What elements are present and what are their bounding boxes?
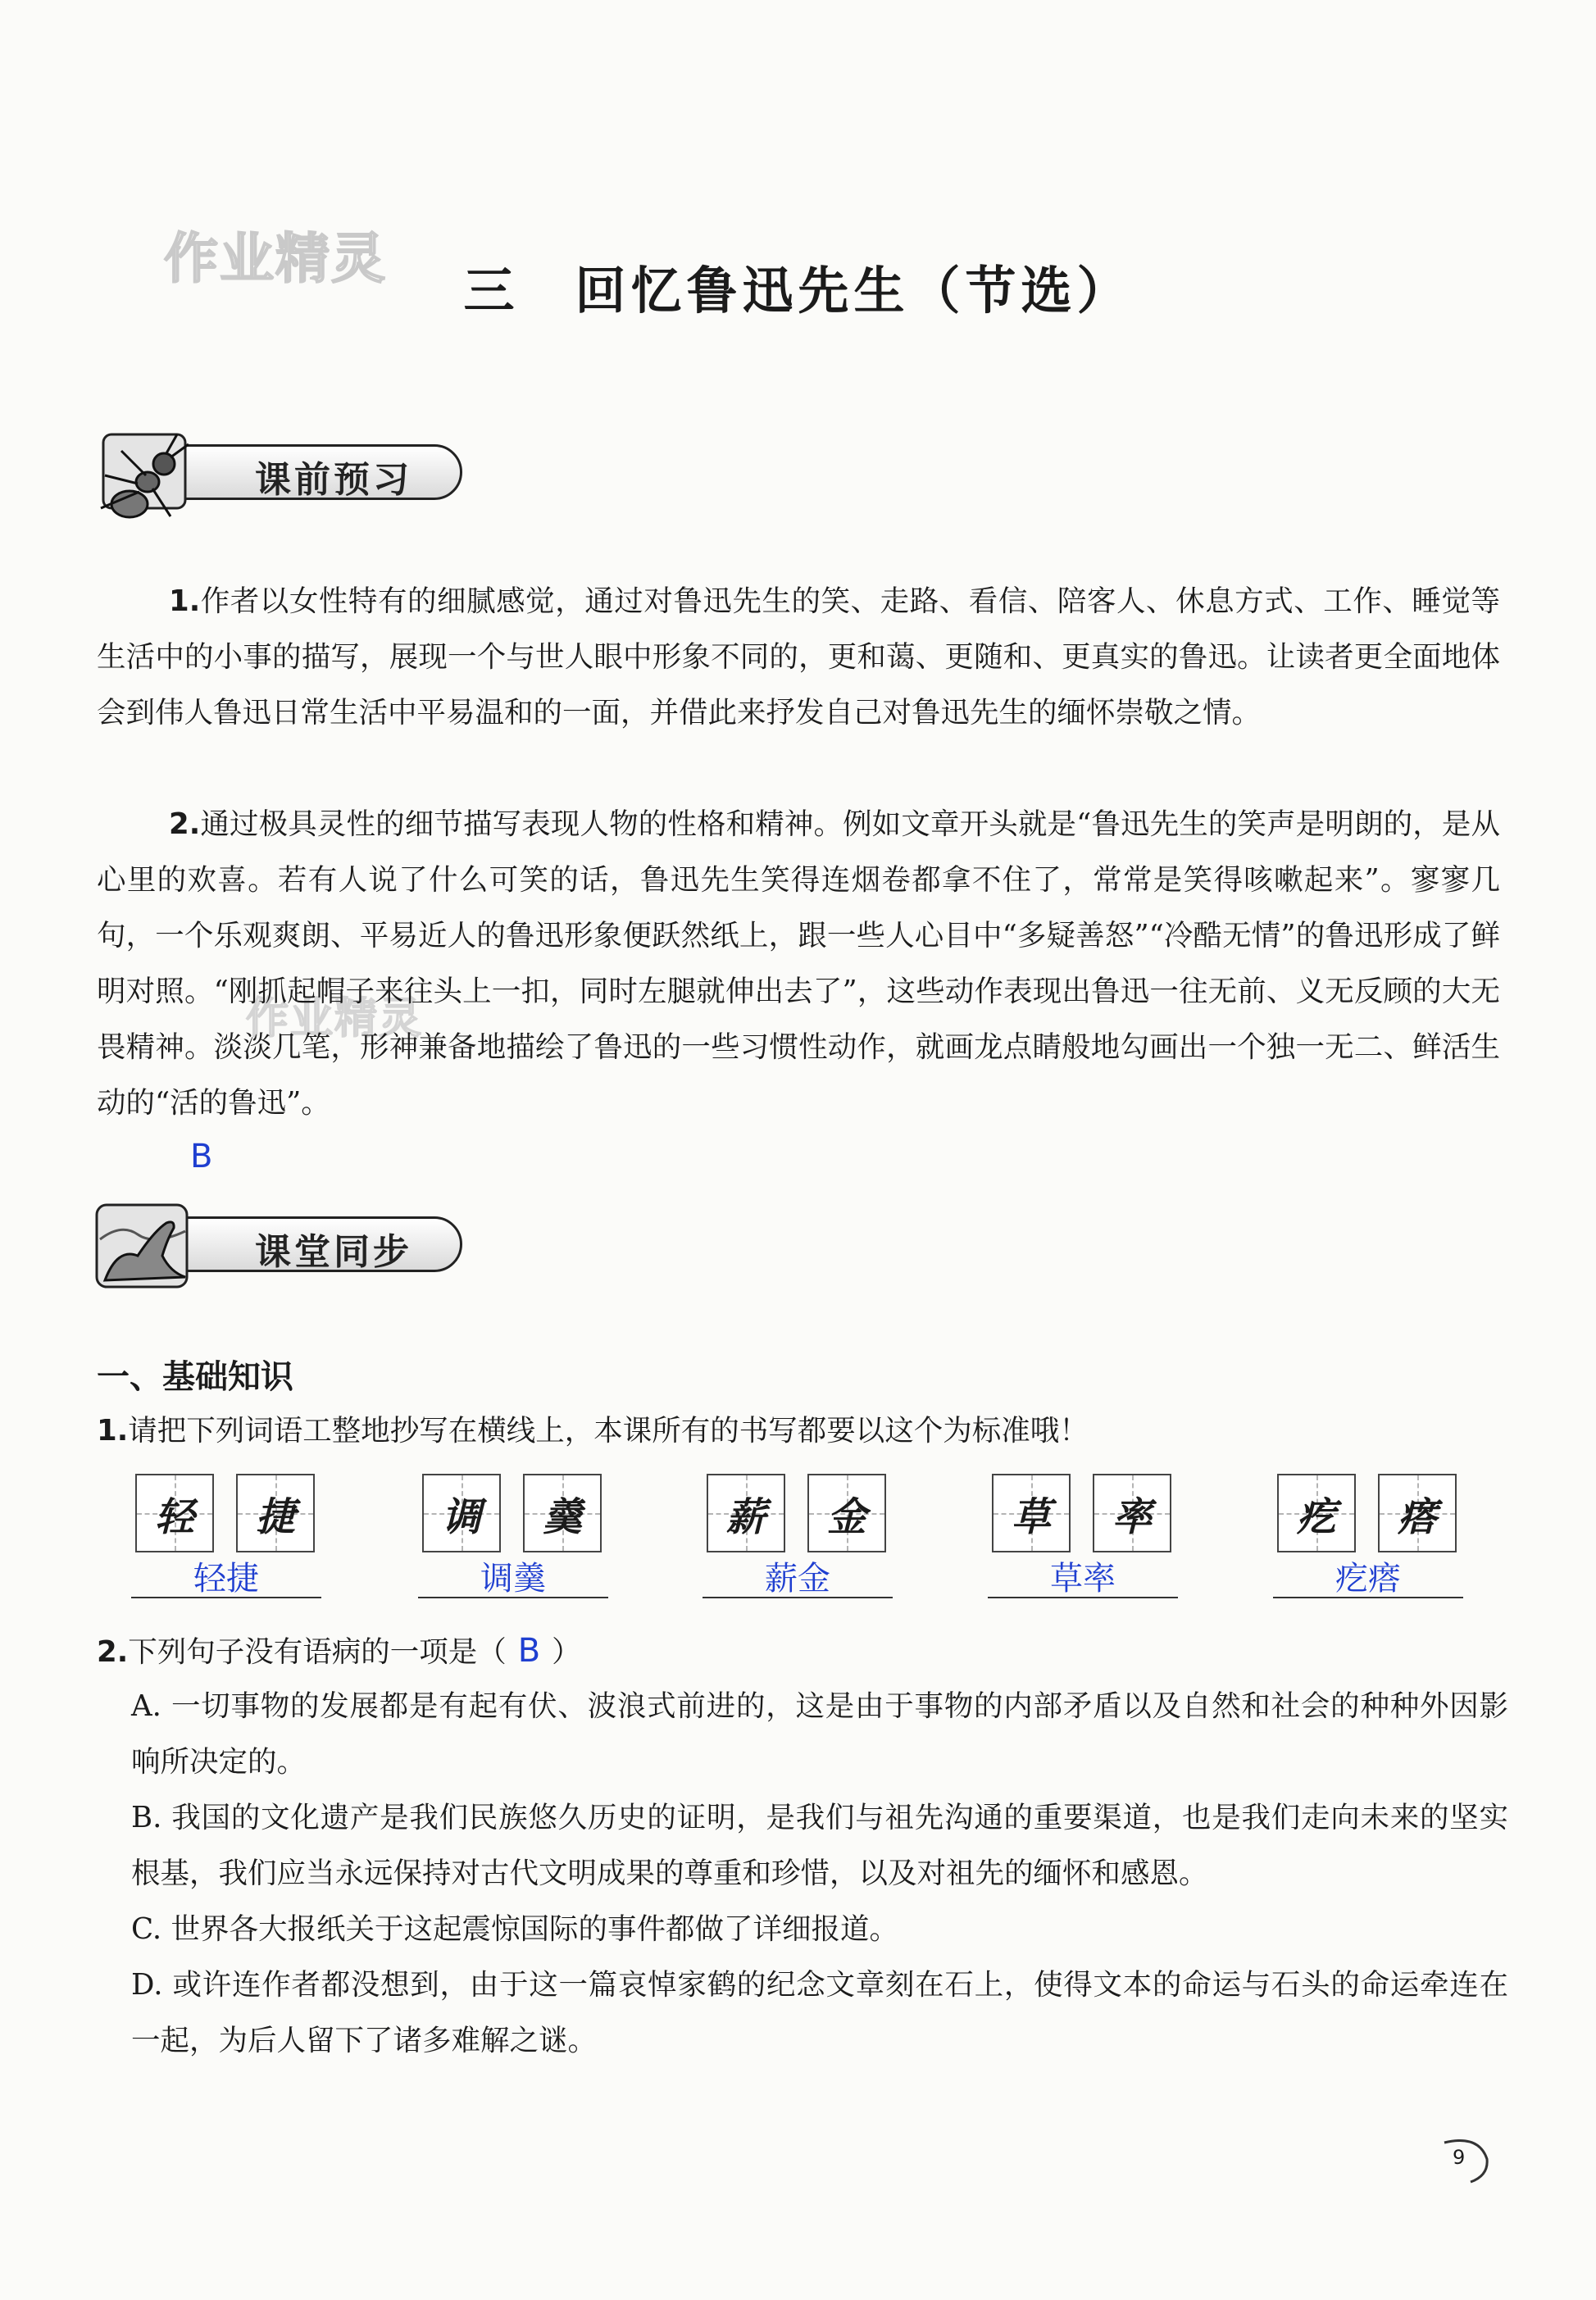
handwritten-answer: 草率 [1050, 1560, 1116, 1598]
watermark: 作业精灵 [164, 227, 387, 290]
page-title: 三 回忆鲁迅先生（节选） [463, 261, 1133, 320]
heading-basic-knowledge: 一、基础知识 [97, 1358, 293, 1396]
item-number: 2. [97, 1635, 129, 1669]
option-d: D. 或许连作者都没想到，由于这一篇哀悼家鹤的纪念文章刻在石上，使得文本的命运与石头的命运牵连在一起，为后人留下了诸多难解之谜。 [131, 1968, 1508, 2057]
char-box: 轻 [135, 1474, 214, 1552]
char-box: 瘩 [1378, 1474, 1457, 1552]
section-badge-preview [89, 426, 474, 508]
handwritten-answer: 疙瘩 [1335, 1560, 1401, 1598]
handwritten-answer: 轻捷 [193, 1560, 259, 1598]
writing-line [131, 1597, 321, 1598]
paragraph-text: 作者以女性特有的细腻感觉，通过对鲁迅先生的笑、走路、看信、陪客人、休息方式、工作、睡觉等生活中的小事的描写，展现一个与世人眼中形象不同的，更和蔼、更随和、更真实的鲁迅。让读者更全面地体会到伟人鲁迅日常生活中平易温和的一面，并借此来抒发自己对鲁迅先生的缅怀崇敬之情。 [97, 584, 1500, 730]
handwritten-answer: 调羹 [480, 1560, 546, 1598]
option-c: C. 世界各大报纸关于这起震惊国际的事件都做了详细报道。 [131, 1912, 898, 1946]
question-1 [97, 1403, 1089, 1459]
watermark-overlay: 作业精灵 [246, 994, 424, 1043]
badge-label: 课前预习 [255, 459, 412, 501]
char-box: 捷 [236, 1474, 315, 1552]
question-text-end: ） [552, 1635, 581, 1669]
word-practice-2 [418, 1474, 608, 1621]
page-number [1438, 2134, 1495, 2184]
preview-paragraph-2 [97, 797, 1500, 1131]
word-practice-4 [988, 1474, 1178, 1621]
section-badge-classroom [89, 1198, 474, 1280]
option-a: A. 一切事物的发展都是有起有伏、波浪式前进的，这是由于事物的内部矛盾以及自然和社会的种种外因影响所决定的。 [131, 1689, 1508, 1779]
char-box: 羹 [523, 1474, 602, 1552]
item-number: 1. [97, 1414, 129, 1448]
item-number: 2. [169, 807, 201, 841]
page-number-swirl-icon [1438, 2134, 1495, 2184]
ant-icon [89, 426, 195, 531]
handwritten-answer: 薪金 [765, 1560, 830, 1598]
writing-line [988, 1597, 1178, 1598]
word-practice-1 [131, 1474, 321, 1621]
char-box: 薪 [707, 1474, 785, 1552]
writing-line [418, 1597, 608, 1598]
writing-line [703, 1597, 893, 1598]
badge-label: 课堂同步 [255, 1231, 412, 1273]
option-b: B. 我国的文化遗产是我们民族悠久历史的证明，是我们与祖先沟通的重要渠道，也是我们走向未来的坚实根基，我们应当永远保持对古代文明成果的尊重和珍惜，以及对祖先的缅怀和感恩。 [131, 1801, 1508, 1890]
handwritten-answer: B [517, 1632, 541, 1670]
question-2 [97, 1623, 581, 1680]
handwritten-answer: B [190, 1138, 213, 1175]
paragraph-text: 通过极具灵性的细节描写表现人物的性格和精神。例如文章开头就是“鲁迅先生的笑声是明朗的，是从心里的欢喜。若有人说了什么可笑的话，鲁迅先生笑得连烟卷都拿不住了，常常是笑得咳嗽起来”。寥寥几句，一个乐观爽朗、平易近人的鲁迅形象便跃然纸上，跟一些人心目中“多疑善怒”“冷酷无情”的鲁迅形成了鲜明对照。“刚抓起帽子来往头上一扣，同时左腿就伸出去了”，这些动作表现出鲁迅一往无前、义无反顾的大无畏精神。淡淡几笔，形神兼备地描绘了鲁迅的一些习惯性动作，就画龙点睛般地勾画出一个独一无二、鲜活生动的“活的鲁迅”。 [97, 807, 1500, 1120]
preview-paragraph-1 [97, 574, 1500, 741]
page-number-text: 9 [1453, 2146, 1466, 2169]
char-box: 率 [1093, 1474, 1171, 1552]
word-practice-3 [703, 1474, 893, 1621]
word-practice-5 [1273, 1474, 1463, 1621]
char-box: 疙 [1277, 1474, 1356, 1552]
dinosaur-icon [89, 1198, 195, 1303]
writing-line [1273, 1597, 1463, 1598]
char-box: 调 [422, 1474, 501, 1552]
question-text: 请把下列词语工整地抄写在横线上，本课所有的书写都要以这个为标准哦！ [128, 1414, 1089, 1448]
char-box: 草 [992, 1474, 1071, 1552]
item-number: 1. [169, 584, 201, 618]
question-text: 下列句子没有语病的一项是（ [128, 1635, 507, 1669]
char-box: 金 [807, 1474, 886, 1552]
